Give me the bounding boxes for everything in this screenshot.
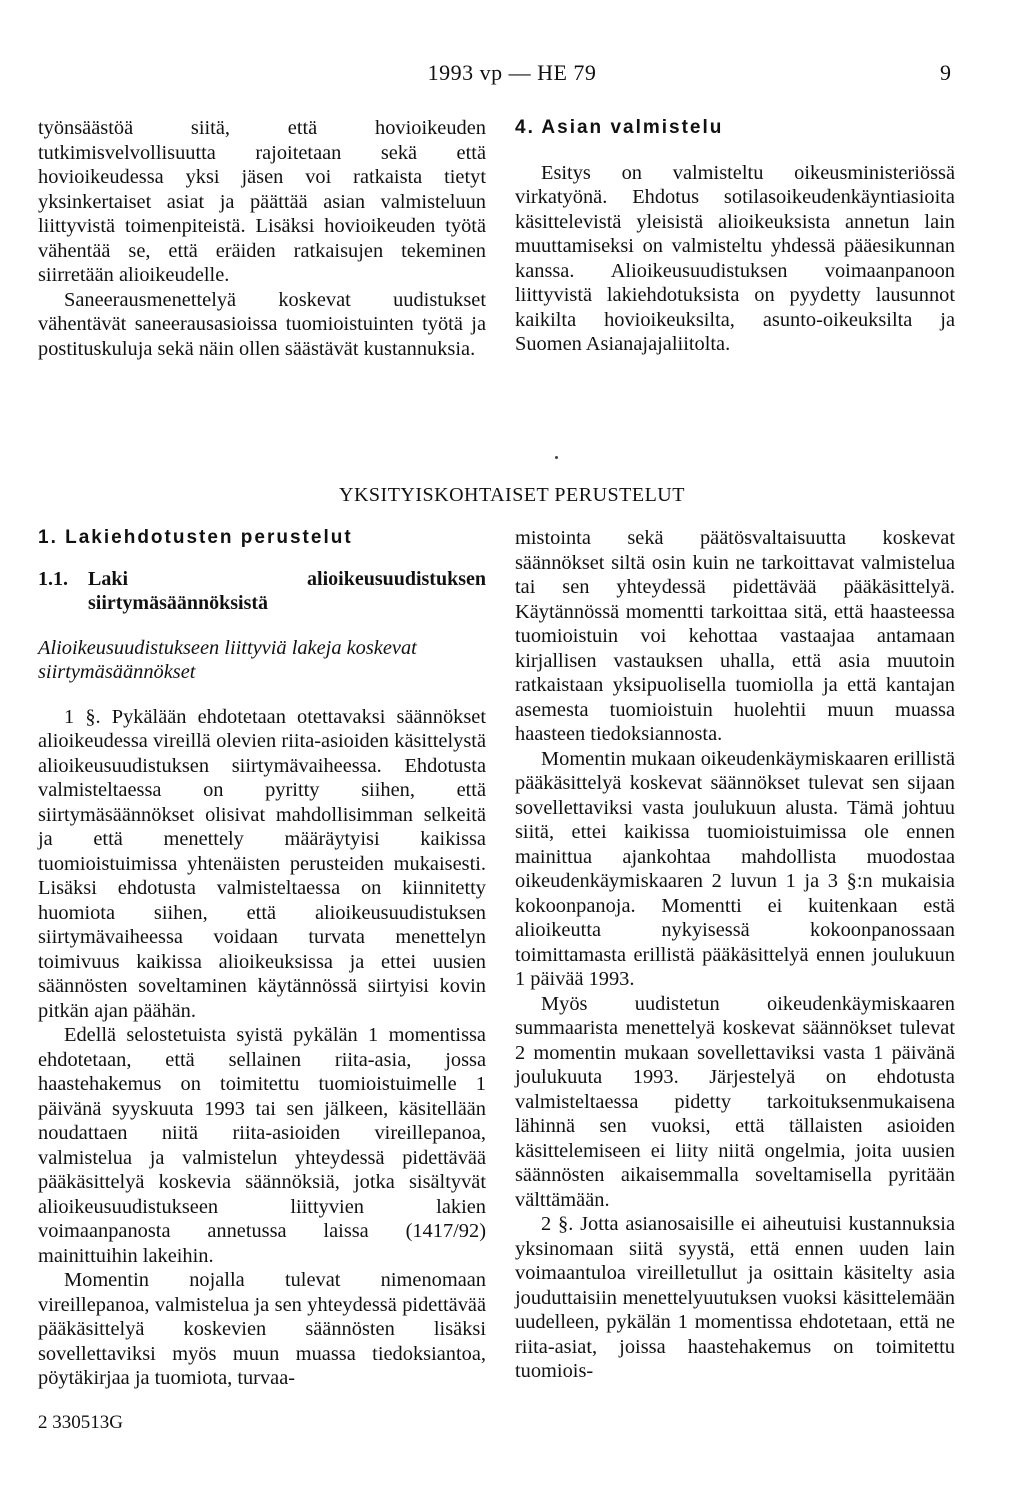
subsection-number: 1.1. (38, 567, 68, 590)
column-bottom-left (38, 526, 486, 1391)
paragraph: mistointa sekä päätösvaltaisuutta koskevat säännökset siltä osin kuin ne tarkoittavat valmistelua tai sen yhteydessä pidettävää pääkäsittelyä. Käytännössä momentti tarkoittaa sitä, että haasteessa tuomioistuin voi kehottaa vastaajaa antamaan kirjallisen vastauksen uhalla, että asia muutoin ratkaistaan yksipuolisella tuomiolla ja että kantajan asemesta tuomioistuin huolehtii muun muassa haasteen tiedoksiannosta. (515, 527, 955, 745)
paragraph: Momentin nojalla tulevat nimenomaan vireillepanoa, valmistelua ja sen yhteydessä pidettävää pääkäsittelyä koskevien säännösten lisäksi sovellettaviksi myös muun muassa tiedoksiantoa, pöytäkirjaa ja tuomiota, turvaa- (38, 1269, 486, 1389)
column-bottom-right (515, 526, 955, 1384)
page-header (0, 60, 1024, 100)
paragraph: Saneerausmenettelyä koskevat uudistukset vähentävät saneerausasioissa tuomioistuinten työtä ja postituskuluja sekä näin ollen säästävät kustannuksia. (38, 288, 486, 360)
column-top-right (515, 116, 955, 357)
paragraph: Esitys on valmisteltu oikeusministeriössä virkatyönä. Ehdotus sotilasoikeudenkäyntiasioita käsittelevistä yleisistä alioikeuksista annetun lain muuttamiseksi on valmisteltu yhdessä pääesikunnan kanssa. Alioikeusuudistuksen voimaanpanoon liittyvistä lakiehdotuksista on pyydetty lausunnot kaikilta hovioikeuksilta, asunto-oikeuksilta ja Suomen Asianajajaliitolta. (515, 161, 955, 355)
subsection-heading (38, 567, 486, 616)
subsection-title: Laki alioikeusuudistuksen siirtymäsäännöksistä (88, 567, 486, 614)
stray-dot (555, 456, 558, 459)
section-heading-perustelut: 1. Lakiehdotusten perustelut (38, 527, 353, 548)
italic-subheading: Alioikeusuudistukseen liittyviä lakeja koskevat siirtymäsäännökset (38, 636, 417, 683)
column-top-left (38, 116, 486, 361)
document-title: 1993 vp — HE 79 (427, 60, 597, 85)
paragraph: 1 §. Pykälään ehdotetaan otettavaksi säännökset alioikeudessa vireillä olevien riita-asioiden käsittelystä alioikeusuudistuksen siirtymävaiheessa. Ehdotusta valmisteltaessa on pyritty siihen, että siirtymäsäännökset olisivat mahdollisimman selkeitä ja että menettely määräytyisi kaikissa tuomioistuimissa yhtenäisten perusteiden mukaisesti. Lisäksi ehdotusta valmisteltaessa on kiinnitetty huomiota siihen, että alioikeusuudistuksen siirtymävaiheessa voidaan turvata menettelyn toimivuus kaikissa alioikeuksissa ja ettei uusien säännösten soveltaminen käytännössä siirtyisi kovin pitkän ajan päähän. (38, 705, 486, 1022)
paragraph: Edellä selostetuista syistä pykälän 1 momentissa ehdotetaan, että sellainen riita-asia, jossa haastehakemus on toimitettu tuomioistuimelle 1 päivänä syyskuuta 1993 tai sen jälkeen, käsitellään noudattaen niitä riita-asioiden vireillepanoa, valmistelua ja valmistelun yhteydessä pidettävää pääkäsittelyä koskevia säännöksiä, jotka sisältyvät alioikeusuudistukseen liittyvien lakien voimaanpanosta annetussa laissa (1417/92) mainittuihin lakeihin. (38, 1024, 486, 1267)
print-code: 2 330513G (38, 1412, 123, 1433)
paragraph: 2 §. Jotta asianosaisille ei aiheutuisi kustannuksia yksinomaan siitä syystä, että ennen uuden lain voimaantuloa vireilletullut ja osittain käsitelty asia jouduttaisiin menettelyuutuksen vuoksi käsittelemään uudelleen, pykälän 1 momentissa ehdotetaan, että ne riita-asiat, joissa haastehakemus on toimitettu tuomiois- (515, 1213, 955, 1382)
paragraph: Momentin mukaan oikeudenkäymiskaaren erillistä pääkäsittelyä koskevat säännökset tulevat sen sijaan sovellettaviksi vasta joulukuun alusta. Tämä johtuu siitä, ettei kaikissa tuomioistuimissa ole ennen mainittua ajankohtaa mahdollista muodostaa oikeudenkäymiskaaren 2 luvun 1 ja 3 §:n mukaisia kokoonpanoja. Momentti ei kuitenkaan estä alioikeutta nykyisessä kokoonpanossaan toimittamasta erillistä pääkäsittelyä ennen joulukuun 1 päivää 1993. (515, 747, 955, 990)
section-heading-valmistelu: 4. Asian valmistelu (515, 117, 724, 138)
paragraph: työnsäästöä siitä, että hovioikeuden tutkimisvelvollisuutta rajoitetaan sekä että hovioikeudessa yksi jäsen voi ratkaista tietyt yksinkertaiset asiat ja päättää asian valmisteluun liittyvistä toimenpiteistä. Lisäksi hovioikeuden työtä vähentää se, että eräiden ratkaisujen tekeminen siirretään alioikeudelle. (38, 117, 486, 286)
page-number: 9 (940, 60, 951, 85)
section-title: YKSITYISKOHTAISET PERUSTELUT (339, 484, 685, 506)
paragraph: Myös uudistetun oikeudenkäymiskaaren summaarista menettelyä koskevat säännökset tulevat 2 momentin mukaan sovellettaviksi vasta 1 päivänä joulukuuta 1993. Järjestelyä on ehdotusta valmisteltaessa pidetty tarkoituksenmukaisena lähinnä sen vuoksi, että tällaisten asioiden käsittelemiseen ei liity niitä ongelmia, joita uusien säännösten aikaisemmalla soveltamisella pyritään välttämään. (515, 992, 955, 1211)
